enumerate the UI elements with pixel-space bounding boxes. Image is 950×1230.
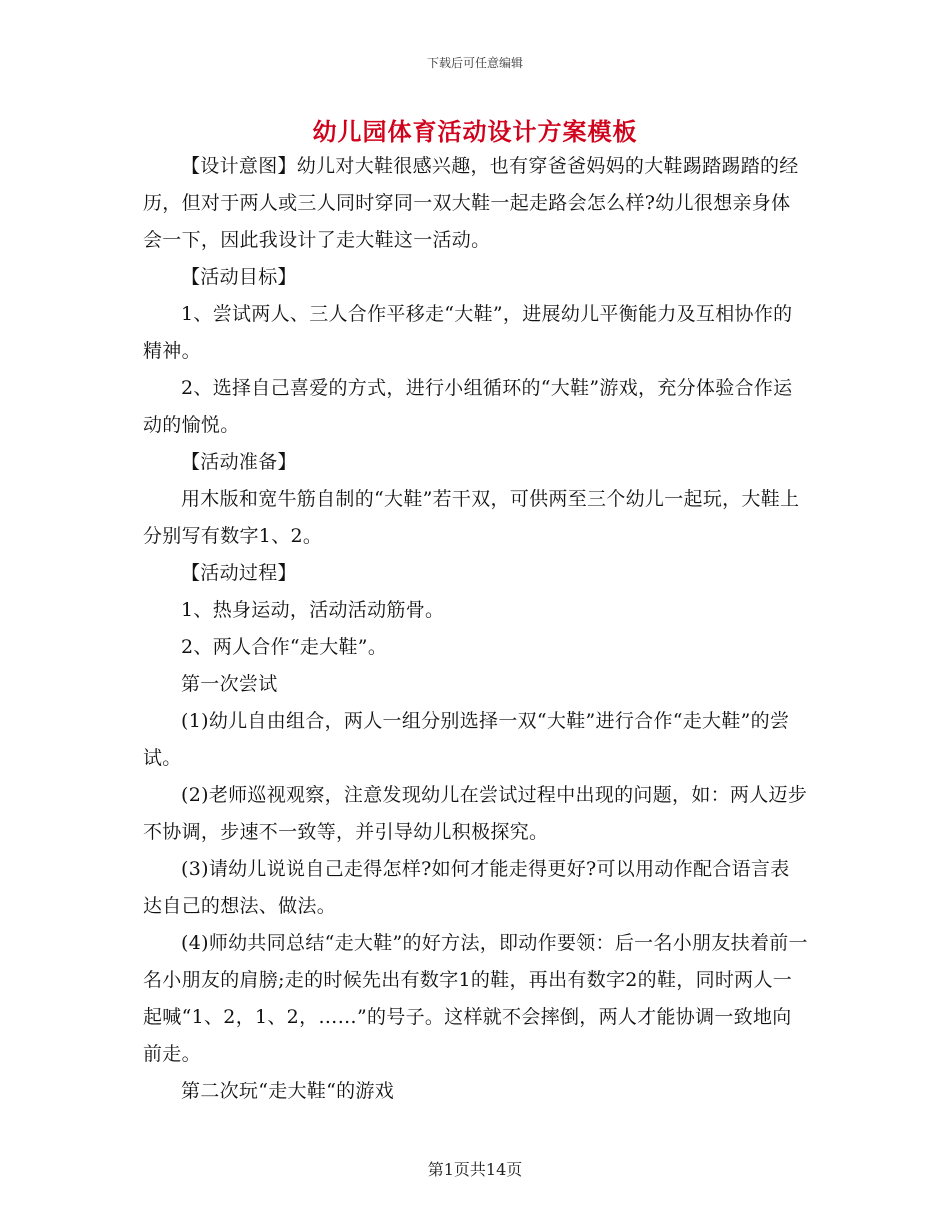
heading-activity-goals: 【活动目标】: [181, 266, 297, 288]
paragraph-preparation: 用木版和宽牛筋自制的“大鞋”若干双，可供两至三个幼儿一起玩，大鞋上分别写有数字1、2。: [143, 488, 800, 547]
header-note: 下载后可任意编辑: [426, 56, 523, 70]
document-body: [143, 148, 808, 1110]
paragraph-try-1: (1)幼儿自由组合，两人一组分别选择一双“大鞋”进行合作“走大鞋”的尝试。: [143, 710, 790, 769]
paragraph-step-2: 2、两人合作“走大鞋”。: [181, 636, 388, 658]
heading-activity-process: 【活动过程】: [181, 562, 297, 584]
paragraph-step-1: 1、热身运动，活动活动筋骨。: [181, 599, 445, 621]
paragraph-goal-2: 2、选择自己喜爱的方式，进行小组循环的“大鞋”游戏，充分体验合作运动的愉悦。: [143, 377, 793, 436]
subheading-second-play: 第二次玩“走大鞋“的游戏: [181, 1080, 395, 1102]
document-title: 幼儿园体育活动设计方案模板: [312, 117, 638, 146]
paragraph-try-2: (2)老师巡视观察，注意发现幼儿在尝试过程中出现的问题，如：两人迈步不协调，步速不一致等，并引导幼儿积极探究。: [143, 784, 808, 843]
page-footer: 第1页共14页: [427, 1160, 523, 1179]
heading-activity-preparation: 【活动准备】: [181, 451, 297, 473]
paragraph-try-3: (3)请幼儿说说自己走得怎样?如何才能走得更好?可以用动作配合语言表达自己的想法、做法。: [143, 858, 790, 917]
paragraph-design-intent: 【设计意图】幼儿对大鞋很感兴趣，也有穿爸爸妈妈的大鞋踢踏踢踏的经历，但对于两人或三人同时穿同一双大鞋一起走路会怎么样?幼儿很想亲身体会一下，因此我设计了走大鞋这一活动。: [143, 155, 799, 251]
paragraph-try-4: (4)师幼共同总结“走大鞋”的好方法，即动作要领：后一名小朋友扶着前一名小朋友的肩膀;走的时候先出有数字1的鞋，再出有数字2的鞋，同时两人一起喊“1、2，1、2，……”的号子。这样就不会摔倒，两人才能协调一致地向前走。: [143, 932, 808, 1065]
paragraph-goal-1: 1、尝试两人、三人合作平移走“大鞋”，进展幼儿平衡能力及互相协作的精神。: [143, 303, 793, 362]
subheading-first-try: 第一次尝试: [181, 673, 278, 695]
